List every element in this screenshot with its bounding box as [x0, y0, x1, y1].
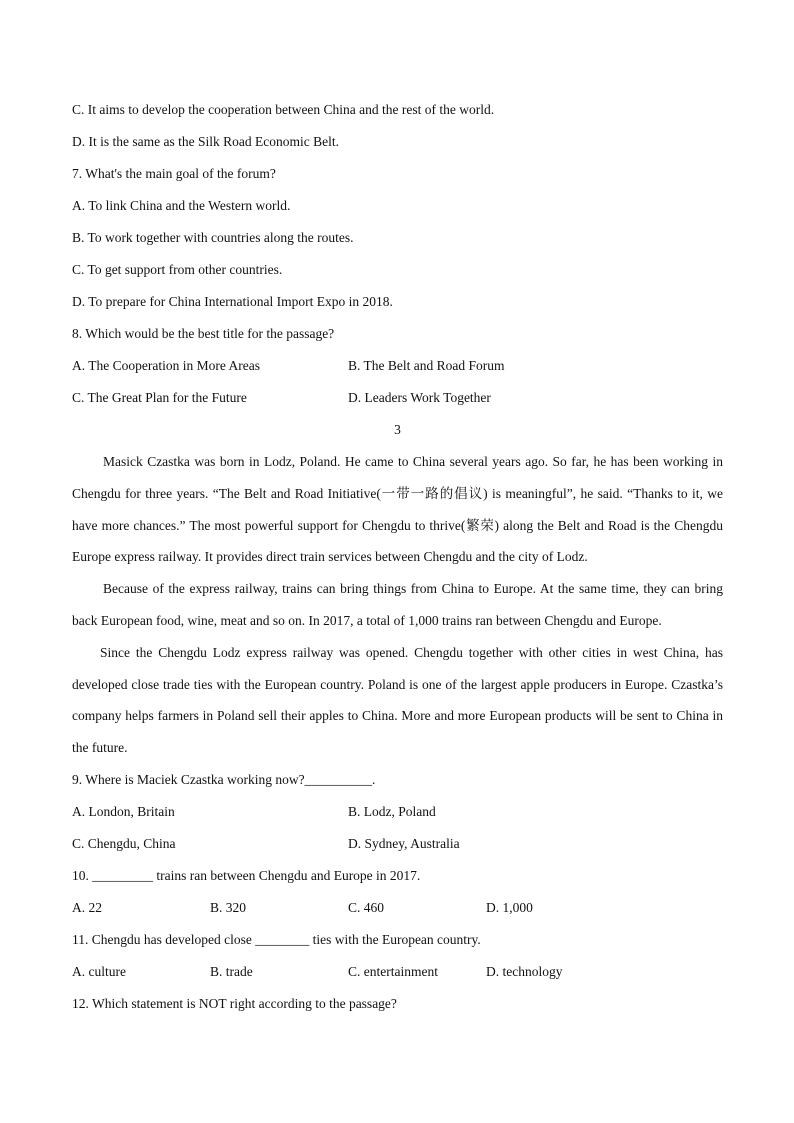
q11-option-d: D. technology: [486, 963, 563, 979]
q10-question: 10. _________ trains ran between Chengdu and Europe in 2017.: [72, 867, 421, 883]
passage-paragraph-3: Since the Chengdu Lodz express railway was opened. Chengdu together with other cities in west China, has developed close trade ties with the European country. Poland is one of the largest apple producers in Europe. Czastka’s company helps farmers in Poland sell their apples to China. More and more European products will be sent to China in the future.: [72, 644, 723, 756]
q8-options-row-1: [72, 356, 723, 388]
q8-question: 8. Which would be the best title for the passage?: [72, 326, 335, 341]
q10-option-b: B. 320: [210, 899, 247, 915]
passage-paragraph-2: Because of the express railway, trains can bring things from China to Europe. At the same time, they can bring back European food, wine, meat and so on. In 2017, a total of 1,000 trains ran between Chengdu and Europe.: [72, 581, 723, 628]
q7-option-b: B. To work together with countries along the routes.: [72, 230, 354, 245]
q11-question: 11. Chengdu has developed close ________ ties with the European country.: [72, 931, 481, 947]
q12-question: 12. Which statement is NOT right according to the passage?: [72, 995, 397, 1011]
q10-option-c: C. 460: [348, 899, 385, 915]
q8-option-a: A. The Cooperation in More Areas: [72, 358, 260, 373]
q9-question: 9. Where is Maciek Czastka working now?__________.: [72, 771, 376, 787]
q11-options: [72, 962, 723, 994]
q8-option-b: B. The Belt and Road Forum: [348, 358, 505, 373]
q10-options: [72, 898, 723, 930]
q11-option-a: A. culture: [72, 963, 126, 979]
q7-option-c: C. To get support from other countries.: [72, 262, 283, 277]
q8-option-d: D. Leaders Work Together: [348, 390, 491, 405]
q7-option-a: A. To link China and the Western world.: [72, 198, 291, 213]
q8-options-row-2: [72, 388, 723, 420]
q7-question: 7. What's the main goal of the forum?: [72, 166, 276, 181]
q8-option-c: C. The Great Plan for the Future: [72, 390, 247, 405]
passage-paragraph-1: Masick Czastka was born in Lodz, Poland. He came to China several years ago. So far, he has been working in Chengdu for three years. “The Belt and Road Initiative(一带一路的倡议) is meaningful”, he said. “Thanks to it, we have more chances.” The most powerful support for Chengdu to thrive(繁荣) along the Belt and Road is the Chengdu Europe express railway. It provides direct train services between Chengdu and the city of Lodz.: [72, 454, 723, 565]
worksheet-page: [72, 100, 723, 1026]
q6-option-d: D. It is the same as the Silk Road Economic Belt.: [72, 134, 339, 149]
q9-options-row-1: [72, 802, 723, 834]
q9-option-c: C. Chengdu, China: [72, 835, 176, 851]
q10-option-a: A. 22: [72, 899, 102, 915]
q10-option-d: D. 1,000: [486, 899, 533, 915]
section-number: 3: [394, 422, 401, 437]
q9-option-d: D. Sydney, Australia: [348, 835, 460, 851]
q9-option-b: B. Lodz, Poland: [348, 803, 436, 819]
q6-option-c: C. It aims to develop the cooperation between China and the rest of the world.: [72, 102, 495, 117]
q7-option-d: D. To prepare for China International Import Expo in 2018.: [72, 294, 393, 309]
q11-option-b: B. trade: [210, 963, 253, 979]
q9-options-row-2: [72, 834, 723, 866]
q9-option-a: A. London, Britain: [72, 803, 175, 819]
q11-option-c: C. entertainment: [348, 963, 438, 979]
